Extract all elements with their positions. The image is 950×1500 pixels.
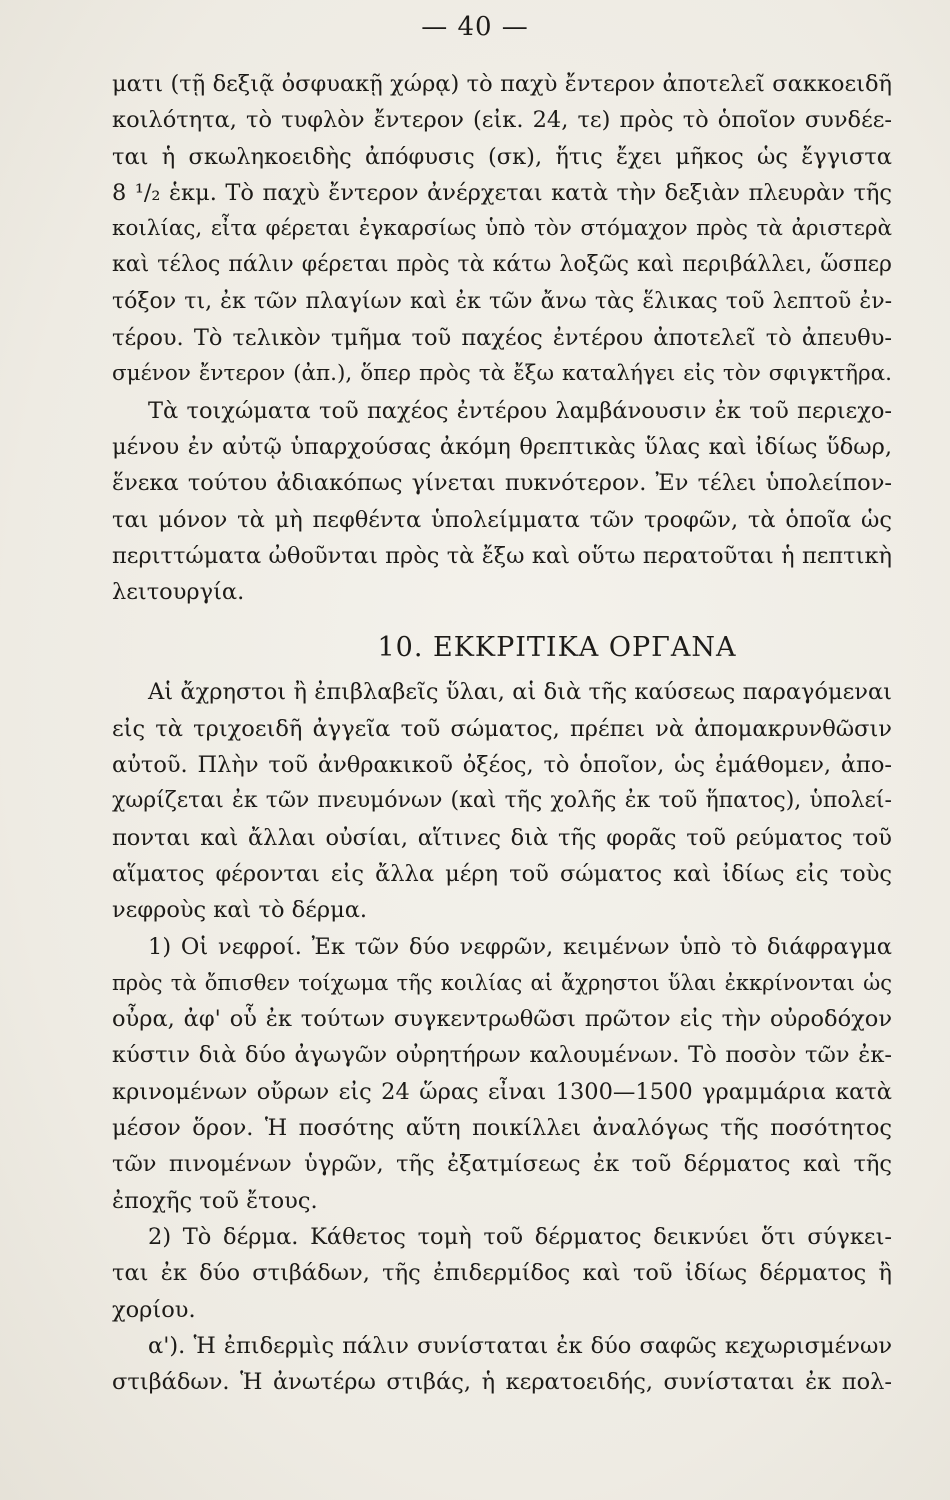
text-line: χωρίζεται ἐκ τῶν πνευμόνων (καὶ τῆς χολῆς ἐκ τοῦ ἥπατος), ὑπολεί- <box>112 788 892 814</box>
text-line: χορίου. <box>112 1296 196 1323</box>
text-line: ματι (τῇ δεξιᾷ ὀσφυακῇ χώρᾳ) τὸ παχὺ ἔντερον ἀποτελεῖ σακκοειδῆ <box>112 71 892 97</box>
text-line: κοιλίας, εἶτα φέρεται ἐγκαρσίως ὑπὸ τὸν στόμαχον πρὸς τὰ ἀριστερὰ <box>112 216 892 242</box>
text-line: πρὸς τὰ ὄπισθεν τοίχωμα τῆς κοιλίας αἱ ἄχρηστοι ὕλαι ἐκκρίνονται ὡς <box>112 970 892 995</box>
text-line: οὖρα, ἀφ' οὗ ἐκ τούτων συγκεντρωθῶσι πρῶτον εἰς τὴν οὐροδόχον <box>112 1006 892 1033</box>
text-line: στιβάδων. Ἡ ἀνωτέρω στιβάς, ἡ κερατοειδής, συνίσταται ἐκ πολ- <box>112 1369 892 1396</box>
text-line: 8 ¹/₂ ἑκμ. Τὸ παχὺ ἔντερον ἀνέρχεται κατὰ τὴν δεξιὰν πλευρὰν τῆς <box>112 179 892 206</box>
text-line: μέσον ὅρον. Ἡ ποσότης αὕτη ποικίλλει ἀναλόγως τῆς ποσότητος <box>112 1115 892 1142</box>
text-line: κρινομένων οὔρων εἰς 24 ὥρας εἶναι 1300—1500 γραμμάρια κατὰ <box>112 1078 892 1105</box>
text-line: ται ἡ σκωληκοειδὴς ἀπόφυσις (σκ), ἥτις ἔχει μῆκος ὡς ἔγγιστα <box>112 143 892 170</box>
text-line: κύστιν διὰ δύο ἀγωγῶν οὐρητήρων καλουμένων. Τὸ ποσὸν τῶν ἐκ- <box>112 1042 892 1069</box>
text-line: α'). Ἡ ἐπιδερμὶς πάλιν συνίσταται ἐκ δύο σαφῶς κεχωρισμένων <box>148 1332 892 1359</box>
text-line: λειτουργία. <box>112 579 245 606</box>
text-line: Αἱ ἄχρηστοι ἢ ἐπιβλαβεῖς ὕλαι, αἱ διὰ τῆς καύσεως παραγόμεναι <box>148 679 892 706</box>
page-number: — 40 — <box>421 12 529 42</box>
text-line: τῶν πινομένων ὑγρῶν, τῆς ἐξατμίσεως ἐκ τοῦ δέρματος καὶ τῆς <box>112 1151 892 1178</box>
text-line: νεφροὺς καὶ τὸ δέρμα. <box>112 897 368 924</box>
body-text <box>112 66 892 1400</box>
text-line: μένου ἐν αὐτῷ ὑπαρχούσας ἀκόμη θρεπτικὰς ὕλας καὶ ἰδίως ὕδωρ, <box>112 433 892 460</box>
text-line: σμένον ἔντερον (ἀπ.), ὅπερ πρὸς τὰ ἔξω καταλήγει εἰς τὸν σφιγκτῆρα. <box>112 361 892 387</box>
text-line: εἰς τὰ τριχοειδῆ ἀγγεῖα τοῦ σώματος, πρέπει νὰ ἀπομακρυνθῶσιν <box>112 715 892 742</box>
text-line: ται μόνον τὰ μὴ πεφθέντα ὑπολείμματα τῶν τροφῶν, τὰ ὁποῖα ὡς <box>112 506 892 533</box>
text-line: αὐτοῦ. Πλὴν τοῦ ἀνθρακικοῦ ὀξέος, τὸ ὁποῖον, ὡς ἐμάθομεν, ἀπο- <box>112 752 892 779</box>
section-heading: 10. ΕΚΚΡΙΤΙΚΑ ΟΡΓΑΝΑ <box>377 632 737 664</box>
text-line: κοιλότητα, τὸ τυφλὸν ἔντερον (εἰκ. 24, τε) πρὸς τὸ ὁποῖον συνδέε- <box>112 107 892 134</box>
text-line: πονται καὶ ἄλλαι οὐσίαι, αἵτινες διὰ τῆς φορᾶς τοῦ ρεύματος τοῦ <box>112 824 892 851</box>
text-line: 2) Τὸ δέρμα. Κάθετος τομὴ τοῦ δέρματος δεικνύει ὅτι σύγκει- <box>148 1223 892 1250</box>
text-line: τέρου. Τὸ τελικὸν τμῆμα τοῦ παχέος ἐντέρου ἀποτελεῖ τὸ ἀπευθυ- <box>112 325 892 352</box>
text-line: 1) Οἱ νεφροί. Ἐκ τῶν δύο νεφρῶν, κειμένων ὑπὸ τὸ διάφραγμα <box>148 933 892 960</box>
text-line: Τὰ τοιχώματα τοῦ παχέος ἐντέρου λαμβάνουσιν ἐκ τοῦ περιεχο- <box>148 397 892 424</box>
text-line: τόξον τι, ἐκ τῶν πλαγίων καὶ ἐκ τῶν ἄνω τὰς ἕλικας τοῦ λεπτοῦ ἐν- <box>112 288 892 314</box>
text-line: καὶ τέλος πάλιν φέρεται πρὸς τὰ κάτω λοξῶς καὶ περιβάλλει, ὥσπερ <box>112 252 892 278</box>
text-line: ἐποχῆς τοῦ ἔτους. <box>112 1187 318 1214</box>
text-line: ται ἐκ δύο στιβάδων, τῆς ἐπιδερμίδος καὶ τοῦ ἰδίως δέρματος ἢ <box>112 1260 892 1287</box>
text-line: περιττώματα ὠθοῦνται πρὸς τὰ ἔξω καὶ οὕτω περατοῦται ἡ πεπτικὴ <box>112 542 892 569</box>
text-line: ἕνεκα τούτου ἀδιακόπως γίνεται πυκνότερον. Ἐν τέλει ὑπολείπον- <box>112 470 892 497</box>
text-line: αἵματος φέρονται εἰς ἄλλα μέρη τοῦ σώματος καὶ ἰδίως εἰς τοὺς <box>112 860 892 887</box>
